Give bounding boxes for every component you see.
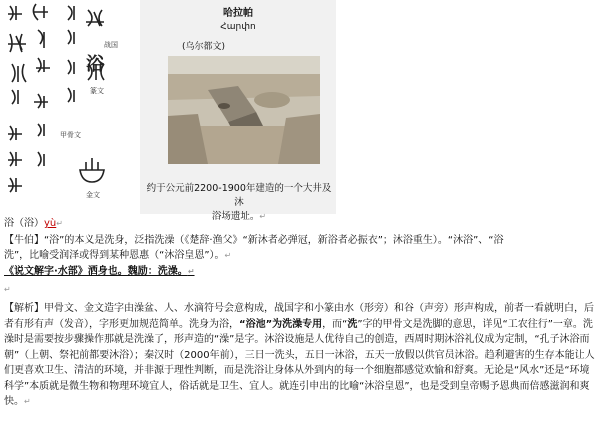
shuowen-line <box>4 264 195 279</box>
seal-char: 浴 <box>86 54 104 75</box>
oracle-glyph-1 <box>8 6 22 20</box>
figure-script-name: (乌尔都文) <box>182 42 226 52</box>
analysis-text-2: 前者一看就明白，后者有形有声（发音），字形更加规范简单。洗身为浴， <box>4 303 594 330</box>
analysis-text-7: 骨文是洗脚的意思，详见“工农往行”一章。洗澡时是需要按步骤操作那就是洗澡了，形声造的“澡”是字。沐浴设施是人优待自己的创造，西周时期沐浴礼仪成为定制，“孔子沐浴而朝”（上朝、祭祀前都要沐浴）；秦汉时（2000年前），三日一洗头，五日一沐浴，五天一放假以供官员沐浴。趋利避害的生存本能让人们更喜欢卫生、清洁的环境，并非源于理性判断，而是洗浴让身体从外到内的每一个细胞都感觉欢愉和舒爽。无论是“风水”还是“环境科学”本质就是微生物和物理环境宜人，俗话就是卫生、宜人。就连引申出的比喻“沐浴皇恩”，也是受到皇帝赐予恩典而倍感滋润和爽快。 <box>4 318 595 407</box>
analysis-paragraph <box>4 301 596 410</box>
oracle-glyph-4 <box>38 30 44 48</box>
figure-title: 哈拉帕 <box>223 8 253 19</box>
oracle-glyph-7 <box>12 90 18 104</box>
return-mark: ↵ <box>224 251 232 260</box>
oracle-glyph-2 <box>33 4 48 20</box>
bronze-basin-glyph <box>80 158 104 182</box>
return-mark: ↵ <box>259 212 267 221</box>
caption-line-1: 约于公元前2200-1900年建造的一个大井及沐 <box>146 183 332 208</box>
oracle-glyph-8 <box>34 94 48 108</box>
niubo-line-1 <box>4 233 503 248</box>
bronze-glyph-1 <box>68 6 74 20</box>
oracle-glyph-10 <box>8 126 22 140</box>
niubo-line-2 <box>4 248 231 263</box>
seal-label: 篆文 <box>90 87 104 95</box>
return-mark: ↵ <box>24 397 31 406</box>
oracle-glyph-3 <box>8 34 26 52</box>
figure-armenian-name: Հարփո <box>220 22 256 32</box>
analysis-bold-wash: 洗 <box>347 318 358 330</box>
bronze-glyph-4 <box>68 88 74 102</box>
bronze-glyph-3 <box>68 60 74 74</box>
analysis-text-4: ，而“ <box>322 318 348 330</box>
analysis-text-6: ”字的甲 <box>357 318 393 330</box>
niubo-text-2: 洗”，比喻受润泽或得到某种恩惠（“沐浴皇恩”）。 <box>4 250 225 261</box>
oracle-label: 甲骨文 <box>60 131 81 139</box>
oracle-glyph-12 <box>38 152 44 166</box>
ancient-glyph-drawings <box>4 2 126 198</box>
oracle-glyph-13 <box>8 178 22 192</box>
bronze-glyph-2 <box>68 30 74 44</box>
oracle-glyph-11 <box>8 152 22 166</box>
blank-line <box>4 282 11 297</box>
return-mark: ↵ <box>187 267 195 276</box>
oracle-glyph-5 <box>12 64 26 82</box>
bronze-label: 金文 <box>86 191 100 199</box>
shuowen-text: 《说文解字·水部》洒身也。魏励：洗澡。 <box>4 266 188 277</box>
figure-caption <box>144 182 334 224</box>
excavation-photo <box>168 56 320 164</box>
oracle-glyph-6 <box>36 58 50 72</box>
entry-heading <box>4 216 63 231</box>
harappa-figure <box>140 0 336 222</box>
entry-head: 浴（浴） <box>4 218 44 229</box>
bronze-glyph-5 <box>86 10 104 26</box>
zhanguo-label: 战国 <box>104 41 118 49</box>
return-mark: ↵ <box>4 285 11 294</box>
oracle-glyph-9 <box>38 124 44 136</box>
analysis-text-1: 【解析】甲骨文、金文造字由澡盆、人、水滴符号会意构成，战国字和小篆由水（形旁）和谷（声旁）形声构成， <box>4 303 504 314</box>
ancient-glyph-column <box>4 2 126 198</box>
entry-pinyin: yù <box>44 218 57 229</box>
return-mark: ↵ <box>56 219 63 228</box>
niubo-text-1: 【牛伯】“浴”的本义是洗身，泛指洗澡（《楚辞·渔父》“新沐者必弹冠，新浴者必振衣”；沐浴重生）。“沐浴”、“浴 <box>4 235 504 246</box>
analysis-bold-bath: “浴池”为洗澡专用 <box>239 318 323 330</box>
caption-line-2: 浴场遗址。 <box>211 211 260 222</box>
